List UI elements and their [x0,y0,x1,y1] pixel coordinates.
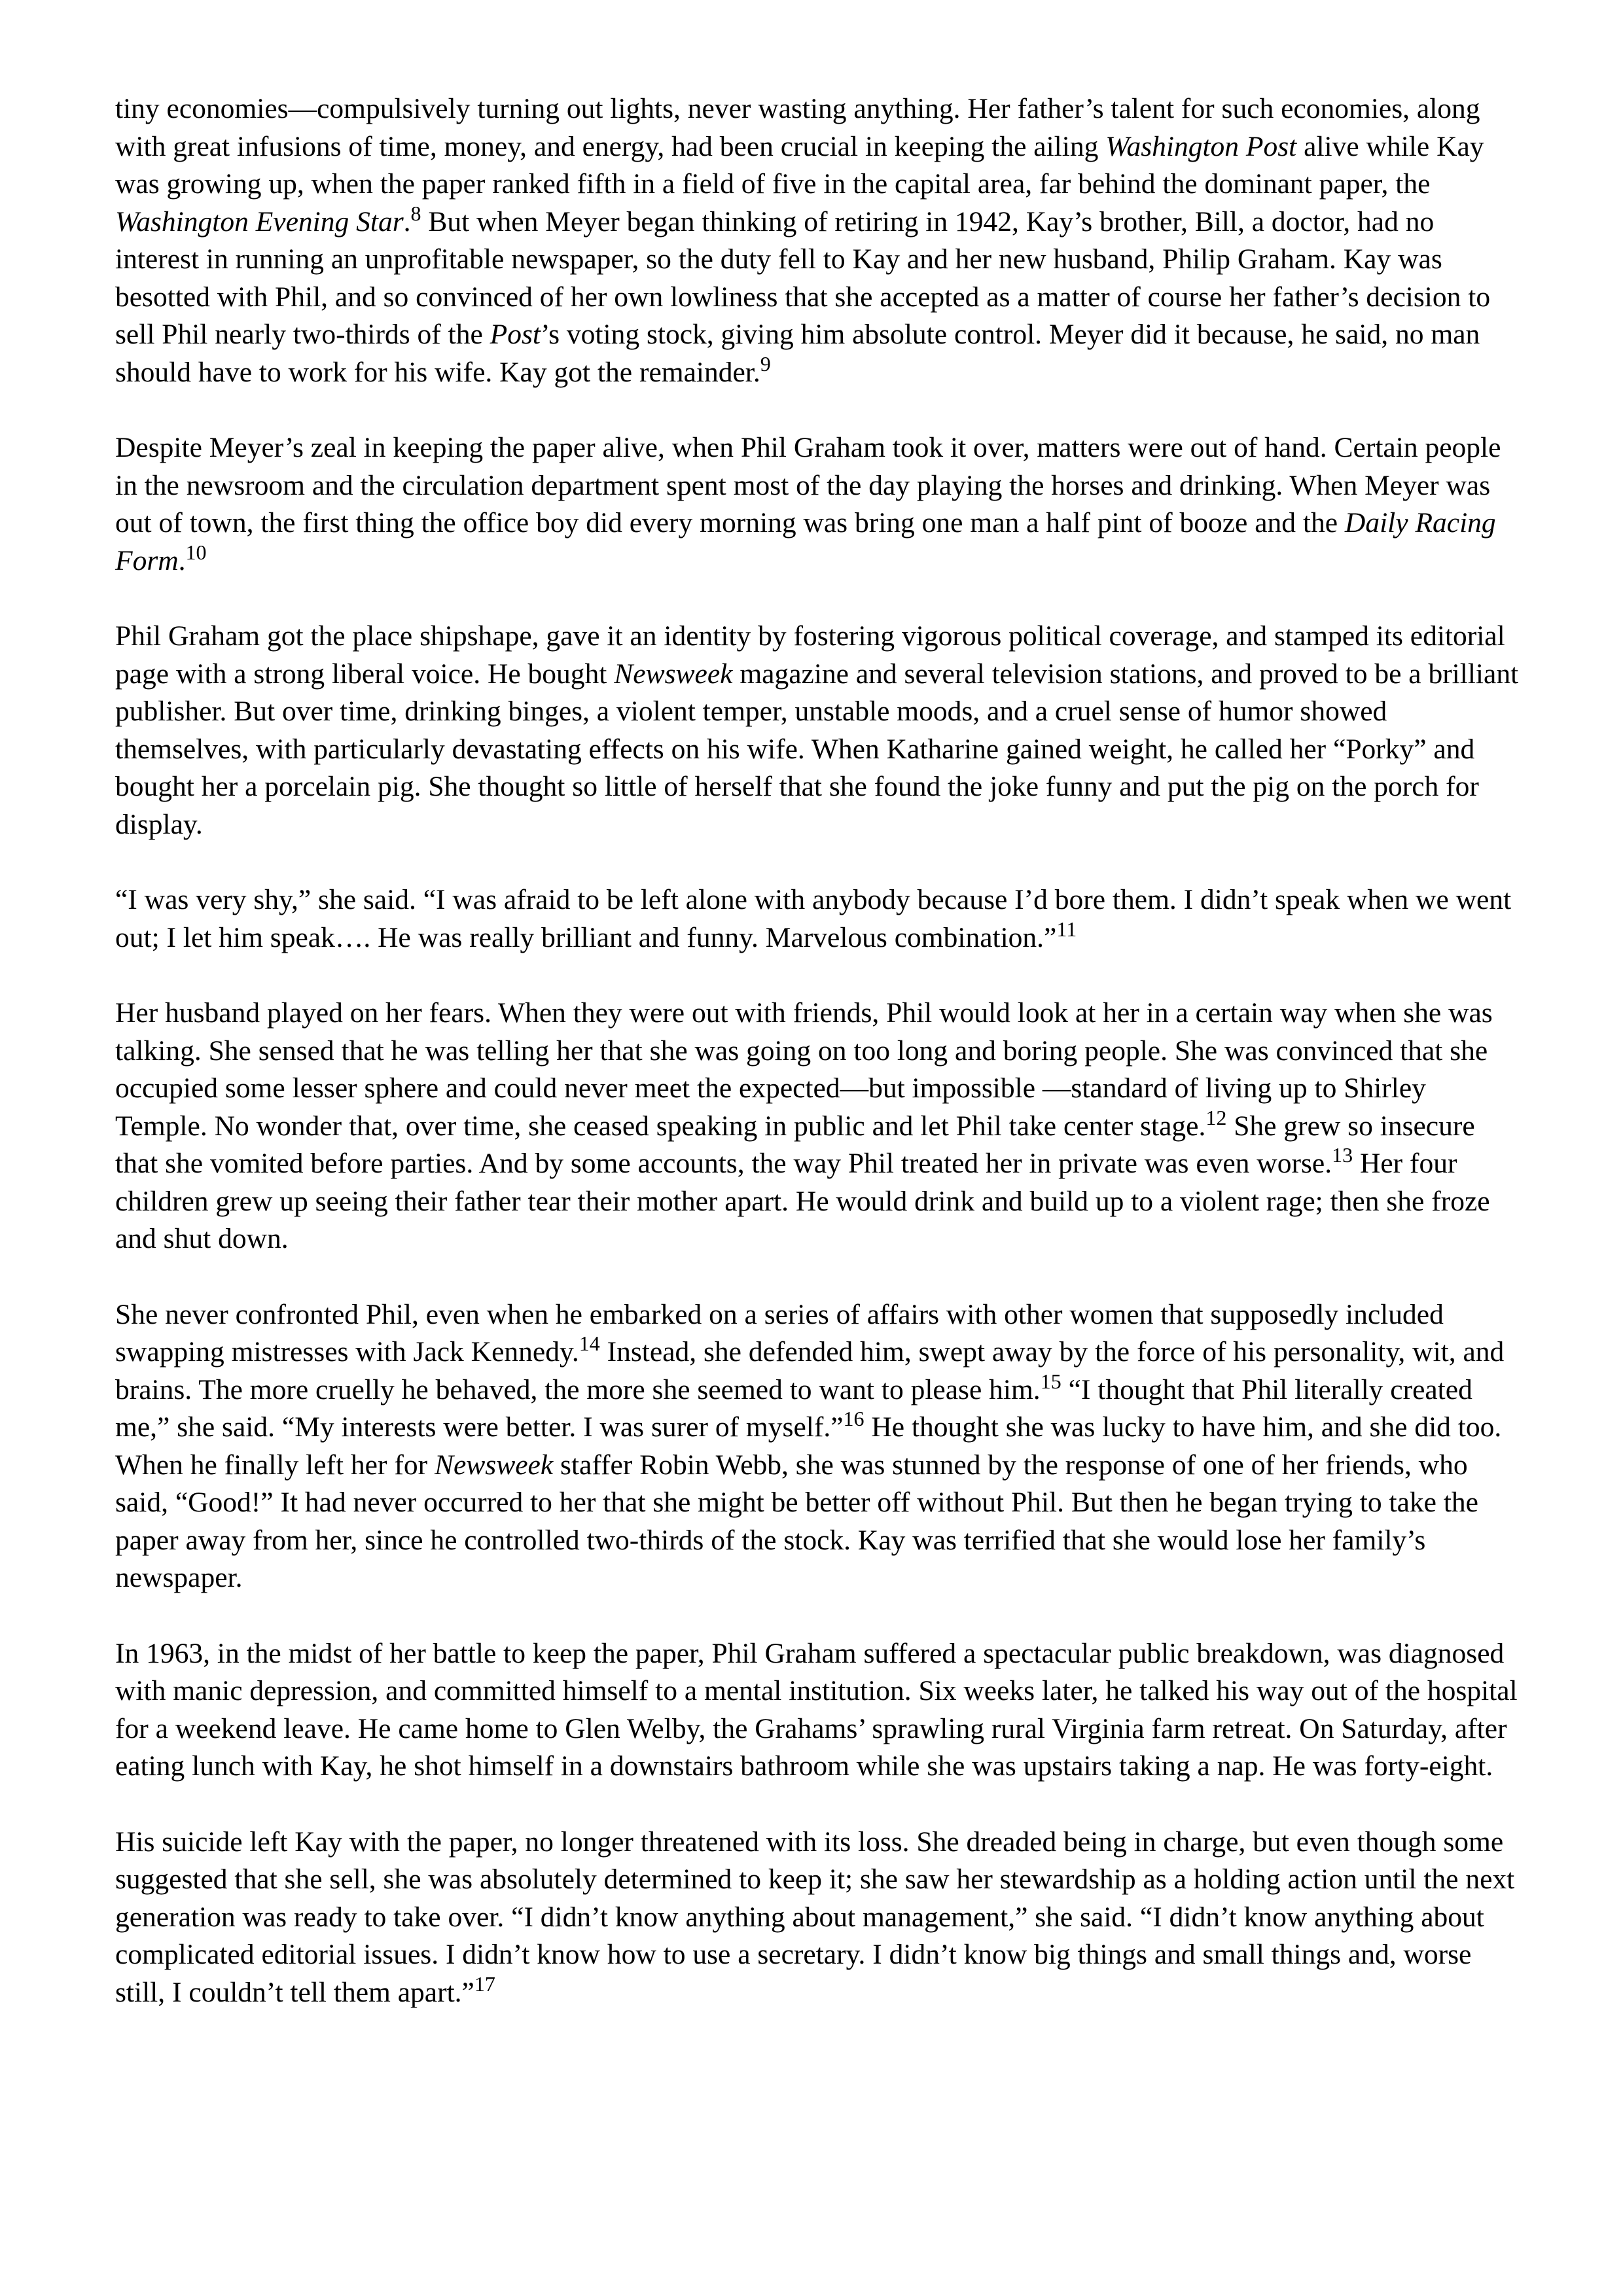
text-run: tiny economies—compulsively turning out lights, never wasting anything. Her father’s talent for such economies, along with great infusions of time, money, and energy, had been crucial in keeping the ailing [115,93,1480,162]
footnote-marker: 17 [474,1971,495,1996]
paragraph-2 [115,429,1522,580]
paragraph-5 [115,995,1522,1258]
text-run: magazine and several television stations, and proved to be a brilliant publisher. But over time, drinking binges, a violent temper, unstable moods, and a cruel sense of humor showed themselves, with particularly devastating effects on his wife. When Katharine gained weight, he called her “Porky” and bought her a porcelain pig. She thought so little of herself that she found the joke funny and put the pig on the porch for display. [115,658,1519,840]
text-run: “I was very shy,” she said. “I was afraid to be left alone with anybody because I’d bore them. I didn’t speak when we went out; I let him speak…. He was really brilliant and funny. Marvelous combination.” [115,884,1512,953]
paragraph-4 [115,881,1522,957]
italic-text: Newsweek [434,1449,554,1481]
text-run: She grew so insecure that she vomited before parties. And by some accounts, the way Phil treated her in private was even worse. [115,1110,1475,1179]
text-run: ’s voting stock, giving him absolute control. Meyer did it because, he said, no man should have to work for his wife. Kay got the remainder. [115,319,1480,388]
paragraph-8 [115,1824,1522,2012]
text-run: Phil Graham got the place shipshape, gave it an identity by fostering vigorous political coverage, and stamped its editorial page with a strong liberal voice. He bought [115,620,1505,690]
text-run: She never confronted Phil, even when he embarked on a series of affairs with other women that supposedly included swapping mistresses with Jack Kennedy. [115,1298,1444,1368]
italic-text: Daily Racing Form [115,507,1496,576]
text-run: His suicide left Kay with the paper, no longer threatened with its loss. She dreaded being in charge, but even though some suggested that she sell, she was absolutely determined to keep it; she saw her stewardship as a holding action until the next generation was ready to take over. “I didn’t know anything about management,” she said. “I didn’t know anything about complicated editorial issues. I didn’t know how to use a secretary. I didn’t know big things and small things and, worse still, I couldn’t tell them apart.” [115,1826,1515,2008]
text-run: staffer Robin Webb, she was stunned by the response of one of her friends, who said, “Good!” It had never occurred to her that she might be better off without Phil. But then he began trying to take the paper away from her, since he controlled two-thirds of the stock. Kay was terrified that she would lose her family’s newspaper. [115,1449,1478,1593]
text-run: Instead, she defended him, swept away by the force of his personality, wit, and brains. The more cruelly he behaved, the more she seemed to want to please him. [115,1336,1505,1405]
text-run: . [403,205,411,238]
text-run: But when Meyer began thinking of retiring in 1942, Kay’s brother, Bill, a doctor, had no interest in running an unprofitable newspaper, so the duty fell to Kay and her new husband, Philip Graham. Kay was besotted with Phil, and so convinced of her own lowliness that she accepted as a matter of course her father’s decision to sell Phil nearly two-thirds of the [115,205,1491,350]
footnote-marker: 13 [1332,1143,1353,1167]
text-run: alive while Kay was growing up, when the paper ranked fifth in a field of five in the capital area, far behind the dominant paper, the [115,130,1484,200]
footnote-marker: 11 [1056,917,1077,941]
footnote-marker: 8 [410,201,421,225]
paragraph-7 [115,1635,1522,1786]
italic-text: Newsweek [614,658,733,690]
paragraph-1 [115,90,1522,391]
italic-text: Post [490,319,541,350]
italic-text: Washington Evening Star [115,205,404,238]
footnote-marker: 14 [579,1332,600,1355]
footnote-marker: 9 [760,351,771,376]
text-run: . [178,544,186,576]
text-run: Her four children grew up seeing their father tear their mother apart. He would drink and build up to a violent rage; then she froze and shut down. [115,1148,1490,1254]
footnote-marker: 10 [185,540,207,564]
text-run: He thought she was lucky to have him, and she did too. When he finally left her for [115,1411,1502,1481]
footnote-marker: 15 [1040,1369,1061,1393]
text-run: Despite Meyer’s zeal in keeping the paper alive, when Phil Graham took it over, matters were out of hand. Certain people in the newsroom and the circulation department spent most of the day playing the horses and drinking. When Meyer was out of town, the first thing the office boy did every morning was bring one man a half pint of booze and the [115,432,1501,539]
paragraph-3 [115,618,1522,843]
paragraph-6 [115,1296,1522,1597]
text-run: Her husband played on her fears. When they were out with friends, Phil would look at her in a certain way when she was talking. She sensed that he was telling her that she was going on too long and boring people. She was convinced that she occupied some lesser sphere and could never meet the expected—but impossible —standard of living up to Shirley Temple. No wonder that, over time, she ceased speaking in public and let Phil take center stage. [115,997,1493,1142]
footnote-marker: 16 [843,1407,865,1430]
body-text [115,90,1522,2011]
footnote-marker: 12 [1205,1105,1227,1129]
italic-text: Washington Post [1105,130,1297,162]
text-run: “I thought that Phil literally created me,” she said. “My interests were better. I was surer of myself.” [115,1373,1472,1443]
text-run: In 1963, in the midst of her battle to keep the paper, Phil Graham suffered a spectacular public breakdown, was diagnosed with manic depression, and committed himself to a mental institution. Six weeks later, he talked his way out of the hospital for a weekend leave. He came home to Glen Welby, the Grahams’ sprawling rural Virginia farm retreat. On Saturday, after eating lunch with Kay, he shot himself in a downstairs bathroom while she was upstairs taking a nap. He was forty-eight. [115,1637,1518,1782]
